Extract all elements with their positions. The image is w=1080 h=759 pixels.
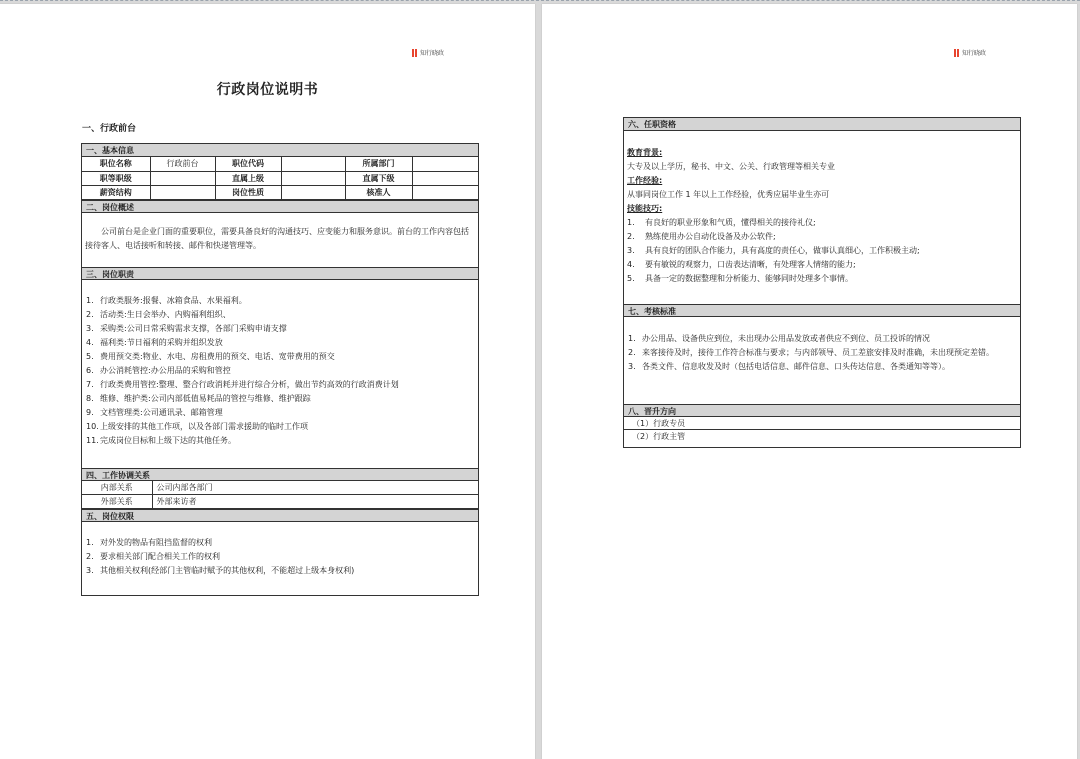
authority-list (82, 522, 478, 578)
cell-label: 职位名称 (82, 157, 150, 171)
qualifications-header: 六、任职资格 (624, 118, 1020, 131)
list-item: 3. 具有良好的团队合作能力，具有高度的责任心，做事认真细心，工作积极主动; (627, 246, 920, 255)
cell-label: 薪资结构 (82, 185, 150, 199)
list-item: 3. 各类文件、信息收发及时（包括电话信息、邮件信息、口头传达信息、各类通知等等）。 (628, 362, 950, 371)
basic-info-table (82, 157, 478, 200)
experience-text: 从事同岗位工作 1 年以上工作经验，优秀应届毕业生亦可 (627, 190, 830, 199)
section-heading: 一、行政前台 (82, 124, 137, 134)
list-item: 1. 对外发的物品有阻挡监督的权利 (86, 538, 212, 547)
brand-bars-icon (954, 49, 959, 57)
skills-list (627, 216, 1017, 286)
cell-value (281, 157, 345, 171)
list-item: 5. 费用预交类:物业、水电、房租费用的预交、电话、宽带费用的预交 (86, 351, 335, 361)
cell-label: 核准人 (345, 185, 412, 199)
cell-value (281, 185, 345, 199)
list-item: 2. 要求相关部门配合相关工作的权利 (86, 552, 220, 561)
list-item: 2. 活动类:生日会举办、内购福利组织、 (86, 309, 231, 319)
list-item: 4. 福利类:节日福利的采购并组织发放 (86, 337, 223, 347)
authority-header: 五、岗位权限 (82, 509, 478, 522)
brand-name: 知行晓政 (420, 50, 445, 57)
cell-label: 职位代码 (215, 157, 281, 171)
cell-value (281, 171, 345, 185)
job-description-form (81, 143, 479, 596)
job-requirements-form (623, 117, 1021, 448)
table-row (82, 185, 478, 199)
page-1 (0, 4, 535, 759)
cell-label: 所属部门 (345, 157, 412, 171)
cell-value (412, 157, 478, 171)
list-item: 3. 其他相关权利(经部门主管临时赋予的其他权利，不能超过上级本身权利) (86, 566, 355, 575)
overview-header: 二、岗位概述 (82, 200, 478, 213)
promotion-item: （2）行政主管 (632, 432, 686, 441)
duties-header: 三、岗位职责 (82, 267, 478, 280)
cell-value (150, 171, 215, 185)
list-item: 8. 维修、维护类:公司内部低值易耗品的管控与维修、维护跟踪 (86, 393, 311, 403)
cell-value: 外部来访者 (152, 495, 478, 509)
experience-label: 工作经验: (627, 176, 663, 185)
cell-value (412, 171, 478, 185)
brand-name: 知行晓政 (962, 50, 987, 57)
list-item: 1. 行政类服务:报餐、冰箱食品、水果福利。 (86, 295, 247, 305)
qualifications-body (624, 131, 1020, 304)
basic-info-header: 一、基本信息 (82, 144, 478, 157)
cell-value (150, 185, 215, 199)
cell-label: 职等职级 (82, 171, 150, 185)
brand-logo (954, 48, 986, 57)
cell-label: 岗位性质 (215, 185, 281, 199)
promotion-item: （1）行政专员 (624, 417, 1020, 430)
education-text: 大专及以上学历，秘书、中文、公关、行政管理等相关专业 (627, 162, 835, 171)
education-label: 教育背景: (627, 148, 663, 157)
list-item: 4. 要有敏锐的观察力，口齿表达清晰，有处理客人情绪的能力; (627, 260, 856, 269)
list-item: 7. 行政类费用管控:整理、整合行政消耗并进行综合分析，做出节约高效的行政消费计划 (86, 379, 399, 389)
cell-label: 直属下级 (345, 171, 412, 185)
list-item: 3. 采购类:公司日常采购需求支撑，各部门采购申请支撑 (86, 323, 287, 333)
cell-label: 内部关系 (82, 481, 152, 495)
brand-logo (412, 48, 444, 57)
list-item: 1. 有良好的职业形象和气质，懂得相关的接待礼仪; (627, 218, 816, 227)
table-row (82, 495, 478, 509)
brand-bars-icon (412, 49, 417, 57)
cell-value (412, 185, 478, 199)
duties-list (82, 280, 478, 468)
promotion-header: 八、晋升方向 (624, 404, 1020, 417)
list-item: 2. 来客接待及时，接待工作符合标准与要求；与内部领导、员工差旅安排及时准确，未出现预定差错。 (628, 348, 994, 357)
table-row (82, 171, 478, 185)
document-title: 行政岗位说明书 (216, 82, 319, 98)
table-row (82, 481, 478, 495)
relations-header: 四、工作协调关系 (82, 468, 478, 481)
list-item: 5. 具备一定的数据整理和分析能力、能够同时处理多个事情。 (627, 274, 853, 283)
cell-label: 外部关系 (82, 495, 152, 509)
list-item: 11. 完成岗位目标和上级下达的其他任务。 (86, 435, 236, 445)
list-item: 6. 办公消耗管控:办公用品的采购和管控 (86, 365, 231, 375)
cell-value: 公司内部各部门 (152, 481, 478, 495)
assessment-list (624, 317, 1020, 404)
list-item: 10. 上级安排的其他工作项，以及各部门需求援助的临时工作项 (86, 421, 308, 431)
assessment-header: 七、考核标准 (624, 304, 1020, 317)
list-item: 2. 熟练使用办公自动化设备及办公软件; (627, 232, 776, 241)
skills-label: 技能技巧: (627, 204, 663, 213)
table-row (82, 157, 478, 171)
list-item: 9. 文档管理类:公司通讯录、邮箱管理 (86, 407, 223, 417)
overview-text: 公司前台是企业门面的重要职位，需要具备良好的沟通技巧、应变能力和服务意识。前台的工作内容包括接待客人、电话接听和转接、邮件和快递管理等。 (85, 226, 469, 250)
cell-value: 行政前台 (150, 157, 215, 171)
relations-table (82, 481, 478, 510)
list-item: 1. 办公用品、设备供应到位，未出现办公用品发放或者供应不到位、员工投诉的情况 (628, 334, 930, 343)
page-2 (542, 4, 1077, 759)
cell-label: 直属上级 (215, 171, 281, 185)
